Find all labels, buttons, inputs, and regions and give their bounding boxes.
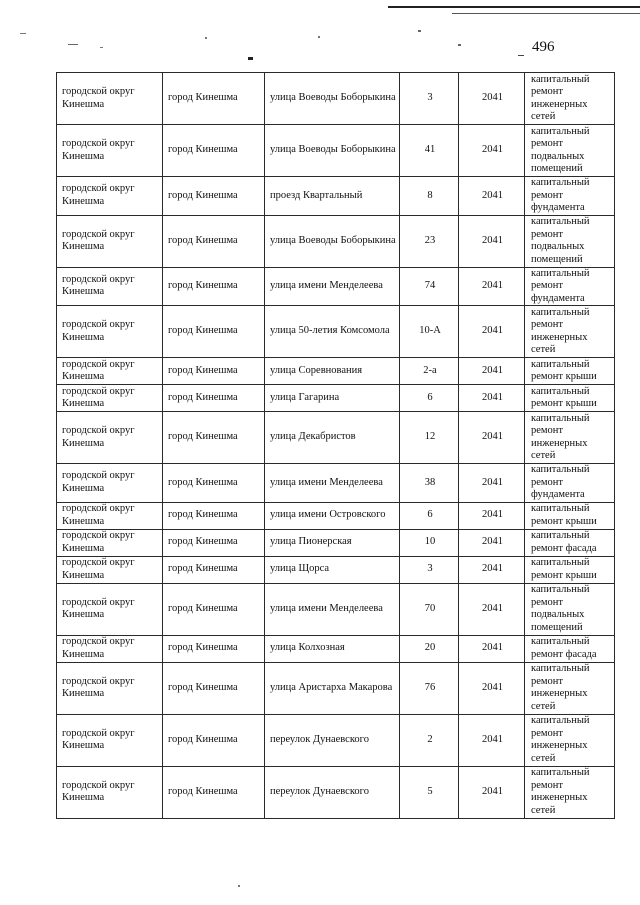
street-cell: улица Декабристов (265, 412, 400, 464)
street-cell: улица Аристарха Макарова (265, 662, 400, 714)
street-cell: переулок Дунаевского (265, 714, 400, 766)
table-row (57, 502, 615, 529)
city-cell: город Кинешма (163, 215, 265, 267)
table-row (57, 766, 615, 818)
house-number-cell: 20 (400, 635, 459, 662)
street-cell: улица 50-летия Комсомола (265, 306, 400, 358)
repair-schedule-table (56, 72, 615, 819)
street-cell: проезд Квартальный (265, 177, 400, 216)
city-cell: город Кинешма (163, 556, 265, 583)
scan-speck (418, 30, 421, 32)
table-row (57, 177, 615, 216)
table-row (57, 635, 615, 662)
year-cell: 2041 (459, 215, 525, 267)
work-type-cell: капитальный ремонт крыши (525, 556, 615, 583)
year-cell: 2041 (459, 306, 525, 358)
house-number-cell: 12 (400, 412, 459, 464)
city-cell: город Кинешма (163, 662, 265, 714)
year-cell: 2041 (459, 502, 525, 529)
scan-speck (518, 55, 524, 56)
district-cell: городской округ Кинешма (57, 529, 163, 556)
house-number-cell: 2 (400, 714, 459, 766)
scan-line-top (388, 6, 640, 8)
table-row (57, 662, 615, 714)
work-type-cell: капитальный ремонт фасада (525, 635, 615, 662)
year-cell: 2041 (459, 529, 525, 556)
street-cell: улица Щорса (265, 556, 400, 583)
city-cell: город Кинешма (163, 385, 265, 412)
work-type-cell: капитальный ремонт крыши (525, 385, 615, 412)
street-cell: улица имени Островского (265, 502, 400, 529)
district-cell: городской округ Кинешма (57, 385, 163, 412)
street-cell: улица имени Менделеева (265, 267, 400, 306)
city-cell: город Кинешма (163, 529, 265, 556)
table-row (57, 412, 615, 464)
house-number-cell: 41 (400, 125, 459, 177)
year-cell: 2041 (459, 662, 525, 714)
district-cell: городской округ Кинешма (57, 267, 163, 306)
district-cell: городской округ Кинешма (57, 464, 163, 503)
table-row (57, 385, 615, 412)
scan-speck (205, 37, 207, 39)
scan-line-top-thin (452, 13, 640, 14)
work-type-cell: капитальный ремонт инженерных сетей (525, 306, 615, 358)
year-cell: 2041 (459, 385, 525, 412)
table-row (57, 358, 615, 385)
house-number-cell: 38 (400, 464, 459, 503)
year-cell: 2041 (459, 358, 525, 385)
city-cell: город Кинешма (163, 714, 265, 766)
house-number-cell: 10 (400, 529, 459, 556)
scan-speck (238, 885, 240, 887)
year-cell: 2041 (459, 267, 525, 306)
district-cell: городской округ Кинешма (57, 714, 163, 766)
table-row (57, 125, 615, 177)
city-cell: город Кинешма (163, 583, 265, 635)
table-row (57, 583, 615, 635)
street-cell: улица Пионерская (265, 529, 400, 556)
year-cell: 2041 (459, 583, 525, 635)
city-cell: город Кинешма (163, 766, 265, 818)
year-cell: 2041 (459, 766, 525, 818)
work-type-cell: капитальный ремонт подвальных помещений (525, 125, 615, 177)
work-type-cell: капитальный ремонт крыши (525, 502, 615, 529)
year-cell: 2041 (459, 556, 525, 583)
district-cell: городской округ Кинешма (57, 73, 163, 125)
district-cell: городской округ Кинешма (57, 502, 163, 529)
house-number-cell: 3 (400, 73, 459, 125)
year-cell: 2041 (459, 714, 525, 766)
work-type-cell: капитальный ремонт подвальных помещений (525, 583, 615, 635)
street-cell: переулок Дунаевского (265, 766, 400, 818)
city-cell: город Кинешма (163, 306, 265, 358)
table-row (57, 267, 615, 306)
district-cell: городской округ Кинешма (57, 177, 163, 216)
city-cell: город Кинешма (163, 267, 265, 306)
street-cell: улица Воеводы Боборыкина (265, 215, 400, 267)
district-cell: городской округ Кинешма (57, 556, 163, 583)
district-cell: городской округ Кинешма (57, 215, 163, 267)
district-cell: городской округ Кинешма (57, 583, 163, 635)
table-row (57, 215, 615, 267)
district-cell: городской округ Кинешма (57, 412, 163, 464)
house-number-cell: 70 (400, 583, 459, 635)
scan-speck (20, 33, 26, 34)
table-row (57, 306, 615, 358)
district-cell: городской округ Кинешма (57, 125, 163, 177)
street-cell: улица Воеводы Боборыкина (265, 125, 400, 177)
house-number-cell: 76 (400, 662, 459, 714)
table-row (57, 529, 615, 556)
work-type-cell: капитальный ремонт инженерных сетей (525, 73, 615, 125)
year-cell: 2041 (459, 73, 525, 125)
district-cell: городской округ Кинешма (57, 766, 163, 818)
street-cell: улица Гагарина (265, 385, 400, 412)
work-type-cell: капитальный ремонт инженерных сетей (525, 766, 615, 818)
page-number: 496 (532, 39, 555, 55)
city-cell: город Кинешма (163, 502, 265, 529)
year-cell: 2041 (459, 125, 525, 177)
table-row (57, 714, 615, 766)
house-number-cell: 6 (400, 502, 459, 529)
year-cell: 2041 (459, 464, 525, 503)
year-cell: 2041 (459, 177, 525, 216)
scan-speck (248, 57, 253, 60)
house-number-cell: 10-А (400, 306, 459, 358)
scan-speck (68, 44, 78, 45)
street-cell: улица имени Менделеева (265, 583, 400, 635)
work-type-cell: капитальный ремонт инженерных сетей (525, 412, 615, 464)
house-number-cell: 23 (400, 215, 459, 267)
street-cell: улица Соревнования (265, 358, 400, 385)
year-cell: 2041 (459, 412, 525, 464)
year-cell: 2041 (459, 635, 525, 662)
district-cell: городской округ Кинешма (57, 662, 163, 714)
city-cell: город Кинешма (163, 125, 265, 177)
work-type-cell: капитальный ремонт подвальных помещений (525, 215, 615, 267)
city-cell: город Кинешма (163, 635, 265, 662)
table-row (57, 464, 615, 503)
scan-speck (318, 36, 320, 38)
work-type-cell: капитальный ремонт инженерных сетей (525, 714, 615, 766)
district-cell: городской округ Кинешма (57, 358, 163, 385)
house-number-cell: 2-а (400, 358, 459, 385)
city-cell: город Кинешма (163, 358, 265, 385)
city-cell: город Кинешма (163, 412, 265, 464)
house-number-cell: 6 (400, 385, 459, 412)
district-cell: городской округ Кинешма (57, 306, 163, 358)
work-type-cell: капитальный ремонт инженерных сетей (525, 662, 615, 714)
work-type-cell: капитальный ремонт фундамента (525, 177, 615, 216)
work-type-cell: капитальный ремонт крыши (525, 358, 615, 385)
work-type-cell: капитальный ремонт фундамента (525, 464, 615, 503)
street-cell: улица Воеводы Боборыкина (265, 73, 400, 125)
house-number-cell: 74 (400, 267, 459, 306)
city-cell: город Кинешма (163, 177, 265, 216)
street-cell: улица Колхозная (265, 635, 400, 662)
work-type-cell: капитальный ремонт фасада (525, 529, 615, 556)
table-row (57, 73, 615, 125)
city-cell: город Кинешма (163, 464, 265, 503)
street-cell: улица имени Менделеева (265, 464, 400, 503)
scan-speck (458, 44, 461, 46)
scan-speck (100, 47, 103, 48)
city-cell: город Кинешма (163, 73, 265, 125)
table-row (57, 556, 615, 583)
house-number-cell: 8 (400, 177, 459, 216)
house-number-cell: 3 (400, 556, 459, 583)
district-cell: городской округ Кинешма (57, 635, 163, 662)
house-number-cell: 5 (400, 766, 459, 818)
work-type-cell: капитальный ремонт фундамента (525, 267, 615, 306)
